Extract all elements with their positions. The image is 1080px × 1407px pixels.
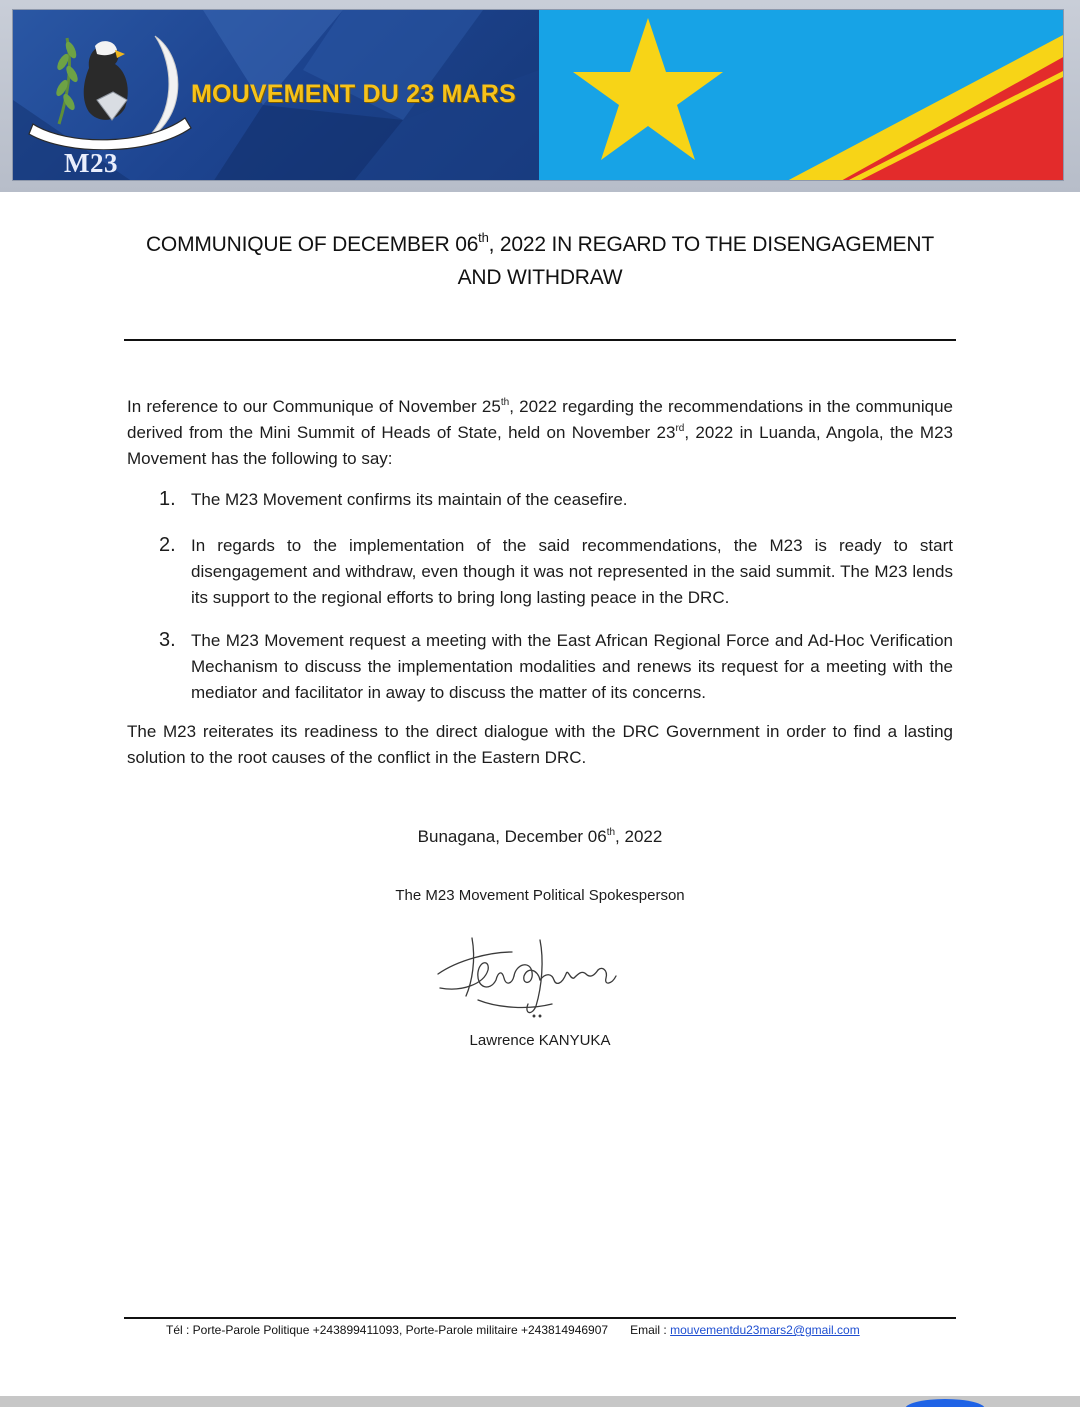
list-item (127, 628, 953, 706)
title-superscript: th (478, 230, 489, 245)
closing-paragraph: The M23 reiterates its readiness to the direct dialogue with the DRC Government in order to find a lasting solution to the root causes of the conflict in the Eastern DRC. (127, 722, 953, 767)
list-item (127, 533, 953, 611)
footer-contact (166, 1322, 860, 1338)
footer-email-link[interactable]: mouvementdu23mars2@gmail.com (670, 1323, 860, 1337)
header-banner (12, 9, 1064, 181)
place-date-prefix: Bunagana, December 06 (417, 827, 607, 846)
handwritten-signature-icon (432, 930, 622, 1022)
intro-paragraph (127, 394, 953, 472)
drc-flag-panel (539, 10, 1064, 181)
signer-name: Lawrence KANYUKA (469, 1032, 611, 1049)
list-item-text: In regards to the implementation of the said recommendations, the M23 is ready to start disengagement and withdraw, even though it was not represented in the said summit. The M23 lends its support to the regional efforts to bring long lasting peace in the DRC. (191, 536, 953, 607)
list-item-text: The M23 Movement request a meeting with the East African Regional Force and Ad-Hoc Verification Mechanism to discuss the implementation modalities and renews its request for a meeting with the mediator and facilitator in away to discuss the matter of its concerns. (191, 631, 953, 702)
intro-sup-2: rd (675, 423, 685, 434)
title-divider (124, 339, 956, 341)
place-date-suffix: , 2022 (615, 827, 663, 846)
banner-left-panel (13, 10, 539, 181)
list-number: 3. (159, 629, 176, 651)
title-line-1 (120, 228, 960, 261)
m23-emblem-icon (27, 28, 197, 150)
list-item-text: The M23 Movement confirms its maintain of the ceasefire. (191, 490, 628, 509)
list-number: 2. (159, 534, 176, 556)
intro-text-1: In reference to our Communique of November 25 (127, 397, 501, 416)
footer-divider (124, 1317, 956, 1319)
list-number: 1. (159, 488, 176, 510)
list-item (127, 487, 953, 513)
m23-badge: M23 (64, 148, 118, 178)
title-suffix: , 2022 IN REGARD TO THE DISENGAGEMENT (488, 233, 935, 256)
spokesperson-role: The M23 Movement Political Spokesperson (395, 887, 685, 904)
intro-text-3: , 2022 in Luanda, Angola, the M23 Movement has the following to say: (127, 423, 953, 468)
title-line-2: AND WITHDRAW (457, 266, 623, 289)
intro-text-2: , 2022 regarding the recommendations in the communique derived from the Mini Summit of Heads of State, held on November 23 (127, 397, 953, 442)
communique-title (120, 228, 960, 294)
header-banner-frame (0, 0, 1080, 192)
organization-title: MOUVEMENT DU 23 MARS (191, 80, 516, 108)
footer-email-label: Email : (630, 1323, 671, 1337)
footer-phones: Tél : Porte-Parole Politique +243899411093, Porte-Parole militaire +243814946907 (166, 1323, 609, 1337)
place-date-sup: th (606, 827, 616, 838)
title-prefix: COMMUNIQUE OF DECEMBER 06 (145, 233, 479, 256)
intro-sup-1: th (500, 397, 510, 408)
drc-flag-icon (539, 10, 1064, 181)
place-date (0, 824, 1080, 850)
